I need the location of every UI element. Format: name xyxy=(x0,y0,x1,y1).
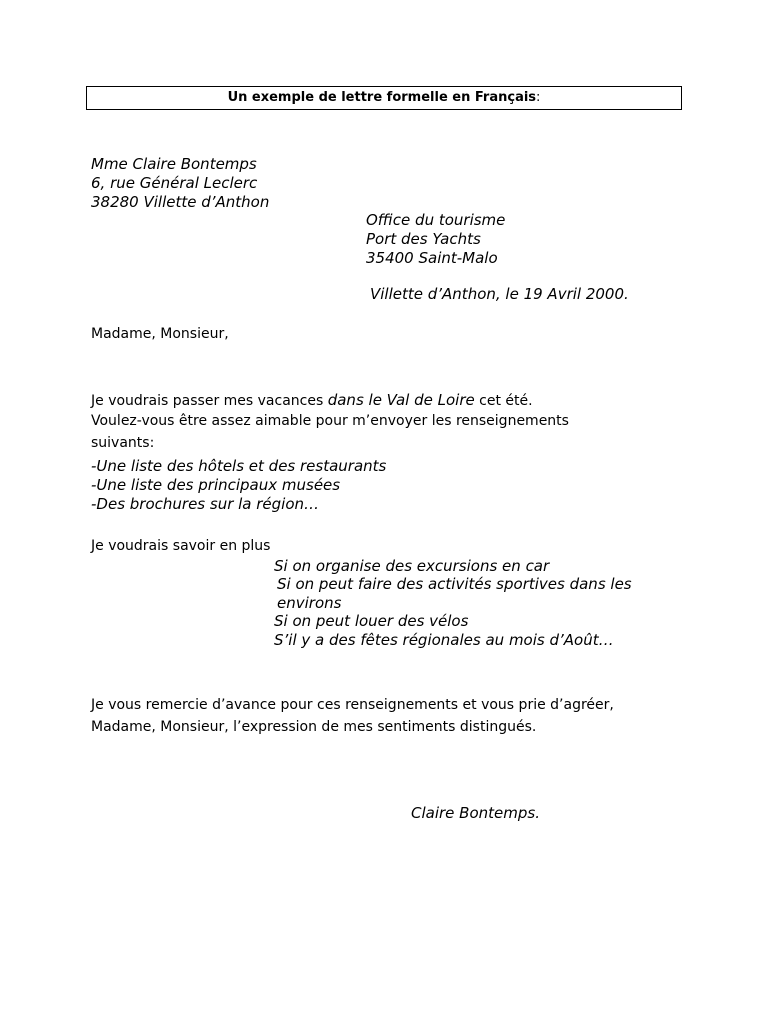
paragraph-1-start: Je voudrais passer mes vacances xyxy=(91,393,328,409)
recipient-city: 35400 Saint-Malo xyxy=(366,249,498,267)
list-item-continuation: environs xyxy=(277,594,342,612)
closing-line-2: Madame, Monsieur, l’expression de mes sentiments distingués. xyxy=(91,719,537,735)
recipient-street: Port des Yachts xyxy=(366,230,481,248)
document-title-colon: : xyxy=(536,90,541,105)
salutation: Madame, Monsieur, xyxy=(91,326,229,342)
paragraph-2-line-2: suivants: xyxy=(91,435,155,451)
list-item: -Une liste des hôtels et des restaurants xyxy=(91,457,387,475)
paragraph-1-end: cet été. xyxy=(474,393,533,409)
list-item: S’il y a des fêtes régionales au mois d’Août… xyxy=(274,631,614,649)
closing-line-1: Je vous remercie d’avance pour ces renseignements et vous prie d’agréer, xyxy=(91,697,614,713)
sender-city: 38280 Villette d’Anthon xyxy=(91,193,270,211)
paragraph-3-intro: Je voudrais savoir en plus xyxy=(91,538,271,554)
list-item: Si on peut louer des vélos xyxy=(274,612,469,630)
paragraph-1-emphasis: dans le Val de Loire xyxy=(327,391,475,409)
list-item: -Des brochures sur la région… xyxy=(91,495,320,513)
sender-name: Mme Claire Bontemps xyxy=(91,155,257,173)
paragraph-2-line-1: Voulez-vous être assez aimable pour m’envoyer les renseignements xyxy=(91,413,569,429)
sender-street: 6, rue Général Leclerc xyxy=(91,174,258,192)
date-line: Villette d’Anthon, le 19 Avril 2000. xyxy=(370,285,629,303)
list-item: -Une liste des principaux musées xyxy=(91,476,341,494)
paragraph-1 xyxy=(91,391,533,409)
list-item: Si on organise des excursions en car xyxy=(274,557,550,575)
signature: Claire Bontemps. xyxy=(411,804,540,822)
document-title xyxy=(86,86,682,110)
recipient-name: Office du tourisme xyxy=(366,211,506,229)
list-item: Si on peut faire des activités sportives dans les xyxy=(277,575,632,593)
document-title-text: Un exemple de lettre formelle en Français xyxy=(227,90,537,105)
